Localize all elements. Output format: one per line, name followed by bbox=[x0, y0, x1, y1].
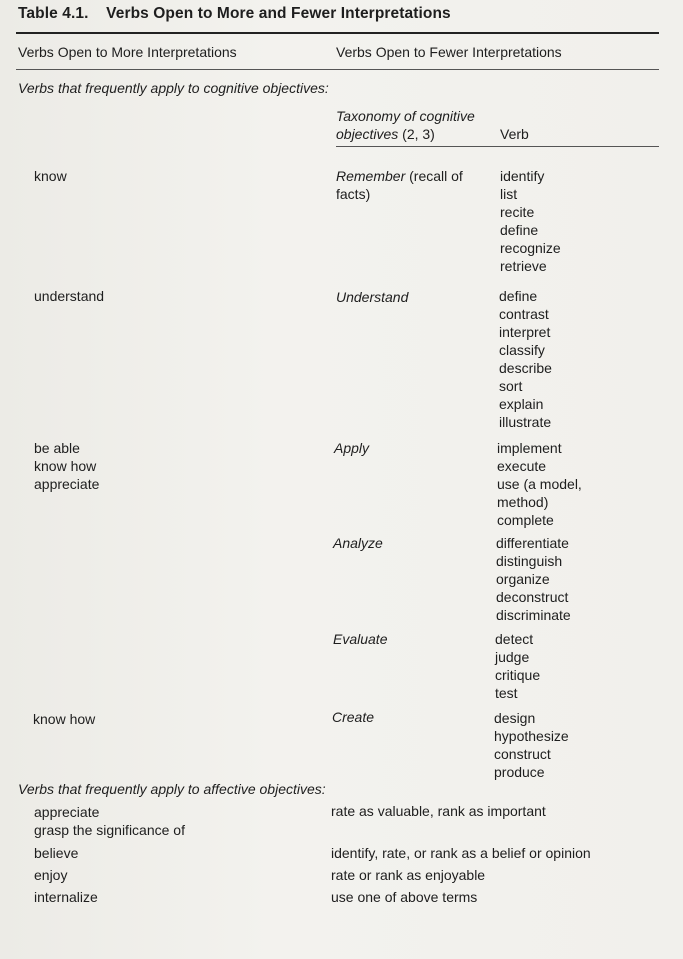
more-cell-remember bbox=[34, 167, 67, 185]
more-verb: believe bbox=[34, 845, 79, 861]
verb-item: list bbox=[500, 186, 518, 202]
cognitive-heading: Verbs that frequently apply to cognitive objectives: bbox=[18, 80, 329, 96]
category-remember bbox=[336, 167, 463, 203]
more-verb: know bbox=[34, 168, 67, 184]
more-verb: appreciate bbox=[34, 804, 100, 820]
verb-item: contrast bbox=[499, 306, 549, 322]
verb-item: explain bbox=[499, 396, 544, 412]
verb-item: construct bbox=[494, 746, 551, 762]
category-line1: Remember (recall of bbox=[336, 168, 463, 184]
taxonomy-header-line2: objectives (2, 3) bbox=[336, 126, 435, 142]
affective-more-1 bbox=[34, 803, 185, 839]
verbs-apply bbox=[497, 439, 582, 529]
more-verb: grasp the significance of bbox=[34, 822, 185, 838]
category-evaluate bbox=[333, 630, 387, 648]
verb-item: recognize bbox=[500, 240, 561, 256]
category-line1: Evaluate bbox=[333, 631, 388, 647]
verb-item: sort bbox=[499, 378, 523, 394]
verb-item: recite bbox=[500, 204, 535, 220]
taxonomy-header bbox=[336, 107, 475, 143]
verb-item: detect bbox=[495, 631, 534, 647]
table-title-text: Verbs Open to More and Fewer Interpretations bbox=[106, 5, 451, 22]
verb-item: distinguish bbox=[496, 553, 563, 569]
category-line2: facts) bbox=[336, 186, 371, 202]
verbs-evaluate bbox=[495, 630, 540, 702]
column-header-fewer: Verbs Open to Fewer Interpretations bbox=[336, 44, 562, 60]
more-verb: know how bbox=[33, 711, 96, 727]
verb-item: interpret bbox=[499, 324, 551, 340]
verb-item: organize bbox=[496, 571, 550, 587]
category-line1: Create bbox=[332, 709, 375, 725]
verb-item: discriminate bbox=[496, 607, 571, 623]
verb-item: illustrate bbox=[499, 414, 552, 430]
verb-item: define bbox=[500, 222, 539, 238]
verb-item: differentiate bbox=[496, 535, 569, 551]
verb-item: complete bbox=[497, 512, 554, 528]
affective-heading: Verbs that frequently apply to affective objectives: bbox=[18, 781, 326, 797]
category-apply bbox=[334, 439, 369, 457]
column-header-more: Verbs Open to More Interpretations bbox=[18, 44, 237, 60]
affective-more-2 bbox=[34, 844, 78, 862]
verb-item: implement bbox=[497, 440, 562, 456]
more-verb: internalize bbox=[34, 889, 98, 905]
verb-item: describe bbox=[499, 360, 552, 376]
verb-item: retrieve bbox=[500, 258, 547, 274]
more-cell-apply bbox=[34, 439, 99, 493]
more-verb: understand bbox=[34, 288, 105, 304]
more-verb: enjoy bbox=[34, 867, 68, 883]
verb-item: execute bbox=[497, 458, 547, 474]
affective-fewer-3: rate or rank as enjoyable bbox=[331, 867, 486, 883]
category-line1: Analyze bbox=[333, 535, 383, 551]
top-rule bbox=[16, 32, 659, 34]
category-line1: Apply bbox=[334, 440, 370, 456]
verbs-analyze bbox=[496, 534, 571, 624]
affective-more-3 bbox=[34, 866, 67, 884]
affective-fewer-1: rate as valuable, rank as important bbox=[331, 803, 546, 819]
header-rule bbox=[16, 69, 659, 70]
verbs-remember bbox=[500, 167, 561, 275]
verb-item: use (a model, bbox=[497, 476, 582, 492]
verb-item: deconstruct bbox=[496, 589, 569, 605]
verbs-understand bbox=[499, 287, 552, 431]
category-line1: Understand bbox=[336, 289, 409, 305]
verb-item: produce bbox=[494, 764, 545, 780]
verb-item: classify bbox=[499, 342, 545, 358]
table-label: Table 4.1. bbox=[18, 5, 89, 22]
verb-header: Verb bbox=[500, 126, 529, 142]
affective-fewer-2: identify, rate, or rank as a belief or opinion bbox=[331, 845, 591, 861]
verb-item: method) bbox=[497, 494, 549, 510]
verb-item: test bbox=[495, 685, 518, 701]
category-analyze bbox=[333, 534, 383, 552]
affective-more-4 bbox=[34, 888, 98, 906]
table-title bbox=[18, 5, 451, 23]
verb-item: critique bbox=[495, 667, 541, 683]
taxonomy-header-line1: Taxonomy of cognitive bbox=[336, 108, 475, 124]
verb-item: identify bbox=[500, 168, 545, 184]
verb-item: hypothesize bbox=[494, 728, 569, 744]
more-cell-create bbox=[33, 710, 95, 728]
verb-item: judge bbox=[495, 649, 530, 665]
verb-item: design bbox=[494, 710, 536, 726]
more-verb: be able bbox=[34, 440, 80, 456]
category-understand bbox=[336, 288, 408, 306]
subheader-rule bbox=[336, 146, 659, 147]
verb-item: define bbox=[499, 288, 538, 304]
more-cell-understand bbox=[34, 287, 104, 305]
category-create bbox=[332, 708, 374, 726]
more-verb: appreciate bbox=[34, 476, 100, 492]
verbs-create bbox=[494, 709, 569, 781]
more-verb: know how bbox=[34, 458, 97, 474]
affective-fewer-4: use one of above terms bbox=[331, 889, 478, 905]
